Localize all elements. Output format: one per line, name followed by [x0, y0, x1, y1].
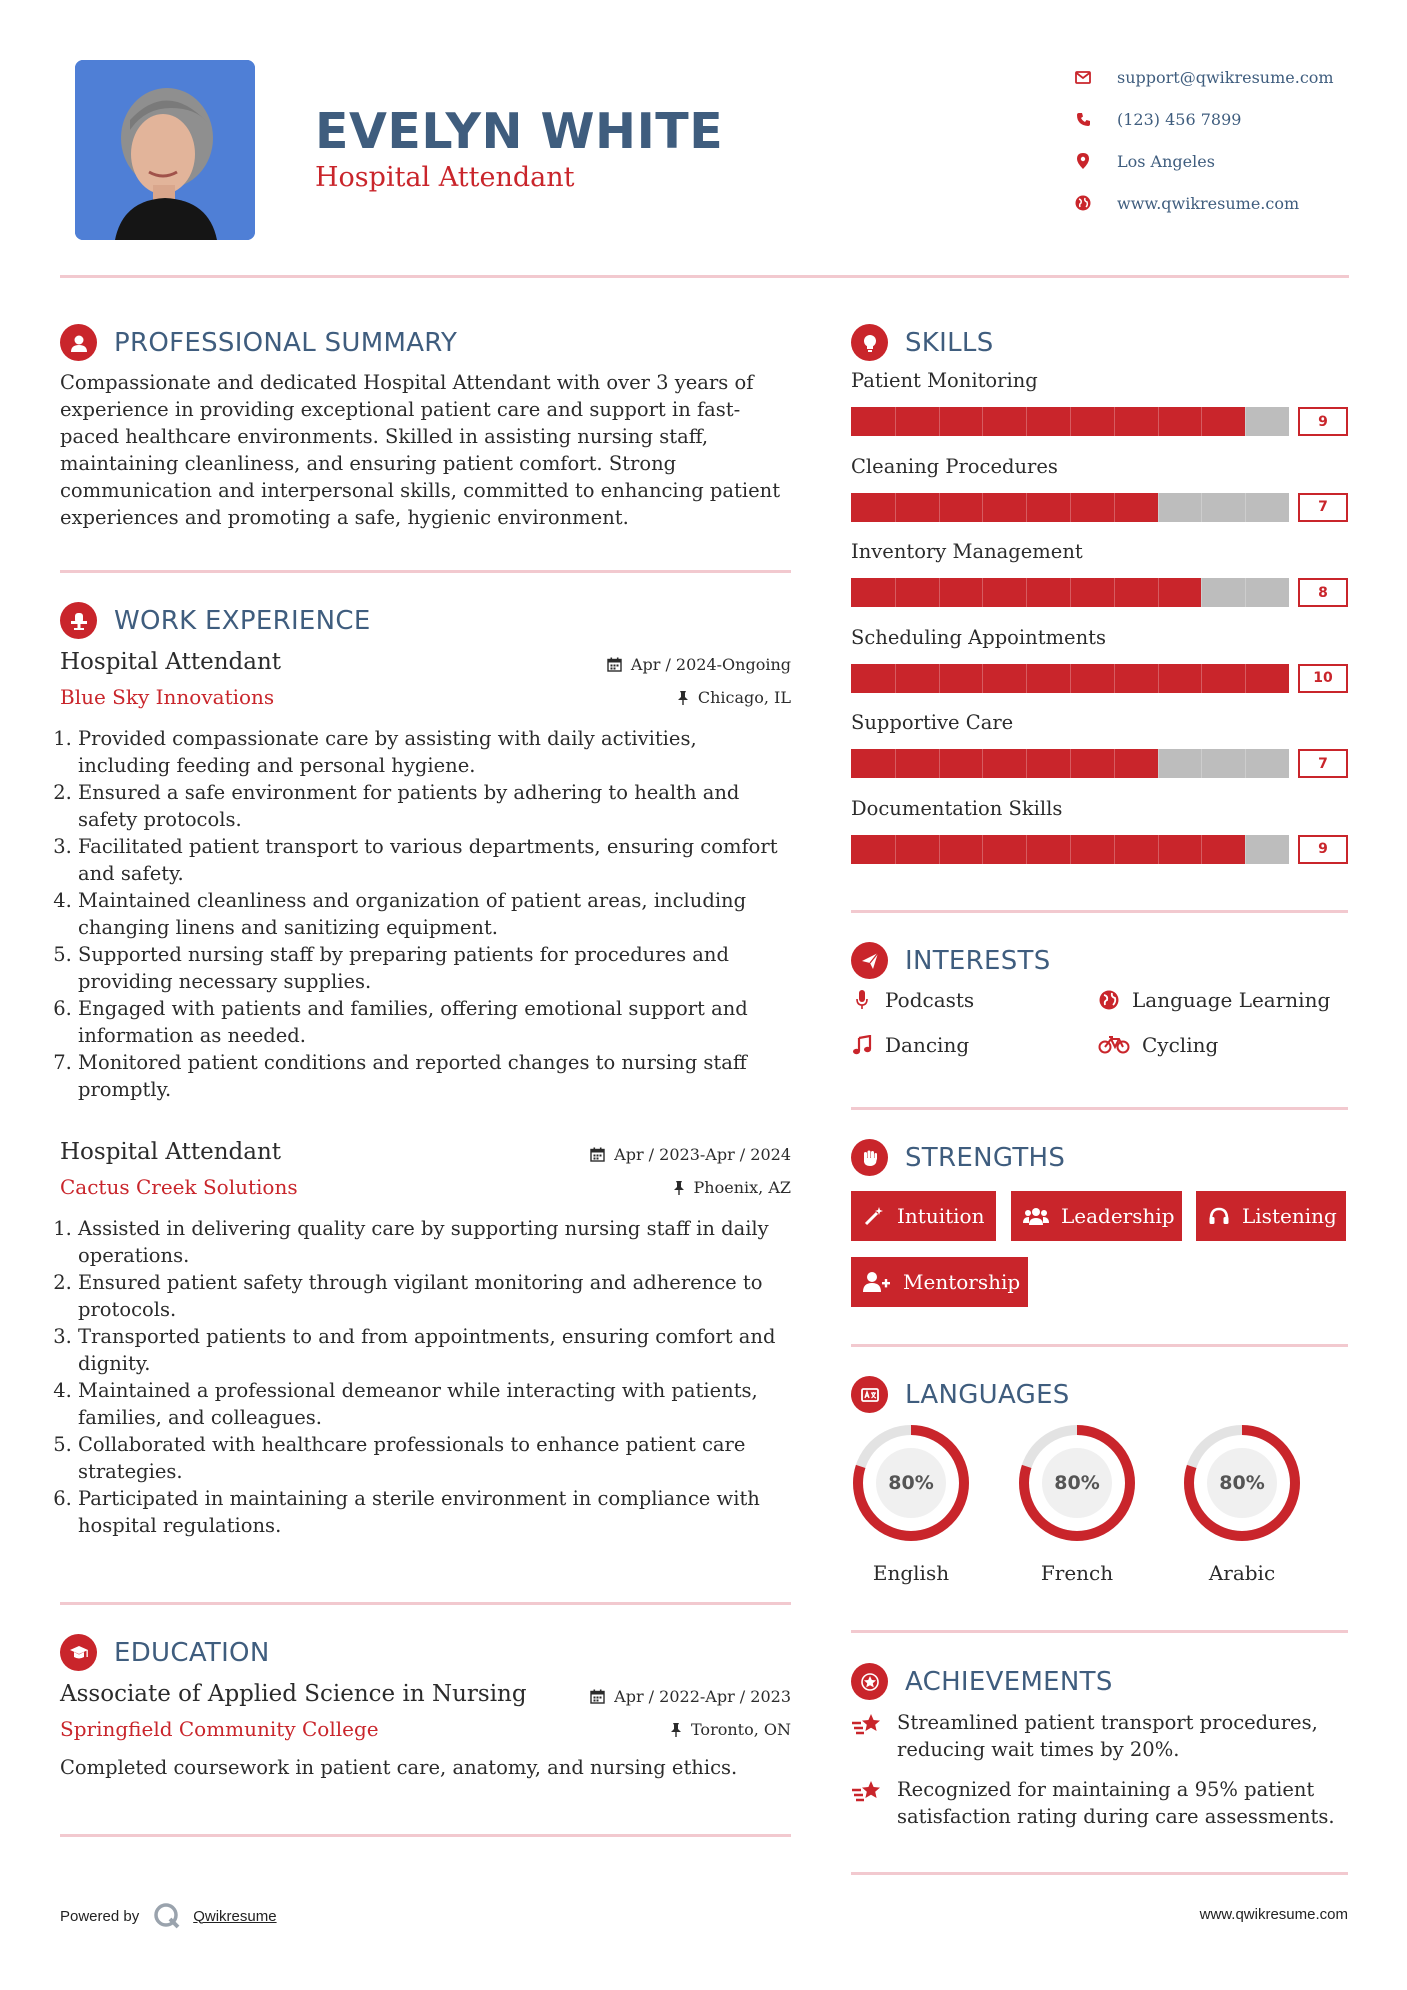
skill-bar-track [851, 835, 1289, 864]
music-note-icon [851, 1035, 873, 1055]
list-item: 6. Engaged with patients and families, offering emotional support and information as needed. [78, 995, 791, 1049]
contact-location [1072, 140, 1334, 182]
education-entry [60, 1681, 791, 1781]
profile-photo [75, 60, 255, 240]
strengths-section-header [851, 1139, 1065, 1176]
skill-level-badge: 8 [1298, 578, 1348, 607]
job-entry [60, 1139, 791, 1539]
strength-label: Intuition [897, 1204, 985, 1228]
list-item: 6. Participated in maintaining a sterile environment in compliance with hospital regulations. [78, 1485, 791, 1539]
skill-bar-segment [1026, 664, 1027, 693]
skills-heading: SKILLS [905, 327, 994, 358]
contact-website[interactable] [1072, 182, 1334, 224]
profile-portrait-image [75, 60, 255, 240]
language-percent: 80% [1054, 1472, 1100, 1494]
skill-bar-track [851, 407, 1289, 436]
education-divider [60, 1834, 791, 1837]
languages-divider [851, 1630, 1348, 1633]
skill-bar-segment [1201, 493, 1202, 522]
skill-bar-segment [1114, 407, 1115, 436]
skill-bar-segment [1026, 407, 1027, 436]
skill-name: Patient Monitoring [851, 369, 1038, 392]
powered-by [60, 1902, 277, 1930]
job-date [607, 655, 791, 674]
skill-item [851, 369, 1348, 436]
skill-bar [851, 749, 1348, 778]
skill-bar-segment [939, 664, 940, 693]
calendar-icon [590, 1689, 605, 1704]
skill-bar-segment [1158, 664, 1159, 693]
skill-bar-segment [1245, 407, 1246, 436]
skill-bar-segment [1158, 493, 1159, 522]
globe-icon [1098, 990, 1120, 1010]
phone-icon [1072, 108, 1094, 130]
interests-heading: INTERESTS [905, 945, 1051, 976]
skill-bar-track [851, 493, 1289, 522]
strength-chip-listening [1196, 1191, 1346, 1241]
achievement-text: Streamlined patient transport procedures, reducing wait times by 20%. [897, 1711, 1318, 1761]
interest-label: Dancing [885, 1033, 970, 1057]
skill-bar-segment [895, 407, 896, 436]
skill-bar-segment [1070, 664, 1071, 693]
skill-bar-segment [982, 493, 983, 522]
school-name: Springfield Community College [60, 1717, 379, 1741]
achievement-text: Recognized for maintaining a 95% patient satisfaction rating during care assessments. [897, 1778, 1335, 1828]
location-pin-icon [1072, 150, 1094, 172]
job-duties-list [60, 725, 791, 1103]
skill-item [851, 455, 1348, 522]
language-percent: 80% [1219, 1472, 1265, 1494]
skill-bar-segment [1026, 749, 1027, 778]
summary-text: Compassionate and dedicated Hospital Attendant with over 3 years of experience in providing exceptional patient care and support in fast-paced healthcare environments. Skilled in assisting nursing staff, maintaining cleanliness, and ensuring patient comfort. Strong communication and interpersonal skills, committed to enhancing patient experiences and promoting a safe, hygienic environment. [60, 371, 781, 529]
skill-bar-segment [1026, 493, 1027, 522]
skill-bar-fill [851, 835, 1245, 864]
education-description: Completed coursework in patient care, anatomy, and nursing ethics. [60, 1756, 738, 1779]
education-section-header [60, 1634, 270, 1671]
achievement-item [851, 1709, 1351, 1763]
job-date [590, 1145, 791, 1164]
language-item [850, 1422, 972, 1585]
job-location-text: Chicago, IL [697, 688, 791, 707]
experience-heading: WORK EXPERIENCE [114, 605, 371, 636]
skill-name: Scheduling Appointments [851, 625, 1106, 649]
job-location-text: Phoenix, AZ [693, 1178, 791, 1197]
education-date [590, 1687, 791, 1706]
list-item: 2. Ensured patient safety through vigilant monitoring and adherence to protocols. [78, 1269, 791, 1323]
skill-bar-segment [982, 578, 983, 607]
skill-bar [851, 664, 1348, 693]
experience-divider [60, 1602, 791, 1605]
languages-heading: LANGUAGES [905, 1379, 1070, 1410]
skill-bar-segment [1070, 835, 1071, 864]
contact-phone-text: (123) 456 7899 [1117, 109, 1242, 129]
skill-name: Documentation Skills [851, 796, 1063, 820]
interest-label: Language Learning [1132, 988, 1331, 1012]
job-role: Hospital Attendant [60, 649, 282, 675]
skill-bar-segment [1245, 664, 1246, 693]
graduation-cap-icon [60, 1634, 97, 1671]
skill-bar [851, 493, 1348, 522]
strength-chip-intuition [851, 1191, 996, 1241]
skill-bar [851, 835, 1348, 864]
footer-website-link[interactable]: www.qwikresume.com [1199, 1906, 1348, 1923]
skill-bar-segment [1070, 749, 1071, 778]
skills-divider [851, 910, 1348, 913]
shooting-star-icon [851, 1709, 885, 1763]
raised-fist-icon [851, 1139, 888, 1176]
skill-item [851, 626, 1348, 693]
user-icon [60, 324, 97, 361]
pushpin-icon [670, 1723, 682, 1737]
skill-bar-segment [895, 835, 896, 864]
briefcase-icon [60, 602, 97, 639]
paper-plane-icon [851, 942, 888, 979]
skill-bar-segment [982, 407, 983, 436]
contact-email-text: support@qwikresume.com [1117, 67, 1334, 87]
skill-level-badge: 10 [1298, 664, 1348, 693]
user-plus-icon [863, 1271, 891, 1293]
skill-bar-segment [1158, 749, 1159, 778]
qwikresume-logo-icon [153, 1902, 181, 1930]
skill-bar-segment [1201, 578, 1202, 607]
skill-level-badge: 7 [1298, 749, 1348, 778]
bicycle-icon [1098, 1036, 1130, 1054]
magic-wand-icon [863, 1205, 885, 1227]
skill-bar-segment [1070, 407, 1071, 436]
contact-website-text: www.qwikresume.com [1117, 193, 1300, 213]
skill-bar-segment [1114, 749, 1115, 778]
degree-title: Associate of Applied Science in Nursing [60, 1681, 527, 1707]
education-location [670, 1720, 791, 1739]
job-company: Blue Sky Innovations [60, 685, 275, 709]
strength-label: Listening [1242, 1204, 1337, 1228]
list-item: 5. Collaborated with healthcare professionals to enhance patient care strategies. [78, 1431, 791, 1485]
language-percent: 80% [888, 1472, 934, 1494]
contact-phone[interactable] [1072, 98, 1334, 140]
job-location [677, 688, 791, 707]
group-icon [1023, 1206, 1049, 1226]
strength-label: Mentorship [903, 1270, 1021, 1294]
skill-bar-segment [1114, 835, 1115, 864]
headphones-icon [1208, 1206, 1230, 1226]
skill-item [851, 797, 1348, 864]
skill-bar-fill [851, 407, 1245, 436]
skill-bar-segment [982, 835, 983, 864]
skill-bar-track [851, 578, 1289, 607]
skill-bar-segment [939, 578, 940, 607]
interest-item-dancing [851, 1033, 969, 1057]
skill-bar-segment [982, 749, 983, 778]
lightbulb-icon [851, 324, 888, 361]
contact-location-text: Los Angeles [1117, 151, 1215, 171]
achievements-divider [851, 1872, 1348, 1875]
skill-bar-segment [1245, 835, 1246, 864]
skill-bar-segment [1201, 407, 1202, 436]
job-entry [60, 649, 791, 1103]
list-item: 4. Maintained cleanliness and organization of patient areas, including changing linens and sanitizing equipment. [78, 887, 791, 941]
skill-bar-segment [1070, 578, 1071, 607]
job-location [673, 1178, 791, 1197]
microphone-icon [851, 990, 873, 1010]
skill-item [851, 540, 1348, 607]
skill-level-badge: 7 [1298, 493, 1348, 522]
skill-bar-segment [895, 493, 896, 522]
strengths-divider [851, 1344, 1348, 1347]
list-item: 3. Transported patients to and from appointments, ensuring comfort and dignity. [78, 1323, 791, 1377]
skill-bar-segment [1158, 578, 1159, 607]
job-company: Cactus Creek Solutions [60, 1175, 298, 1199]
skill-bar-segment [1201, 835, 1202, 864]
skill-bar-segment [895, 664, 896, 693]
email-icon [1072, 66, 1094, 88]
skill-name: Cleaning Procedures [851, 454, 1058, 478]
skill-bar-segment [1114, 578, 1115, 607]
skill-bar-segment [1158, 407, 1159, 436]
globe-icon [1072, 192, 1094, 214]
list-item: 4. Maintained a professional demeanor while interacting with patients, families, and colleagues. [78, 1377, 791, 1431]
skill-item [851, 711, 1348, 778]
skill-level-badge: 9 [1298, 835, 1348, 864]
language-name: Arabic [1208, 1561, 1276, 1585]
skill-bar-segment [939, 493, 940, 522]
language-name: French [1040, 1561, 1114, 1585]
language-item [1016, 1422, 1138, 1585]
skill-bar-segment [1070, 493, 1071, 522]
skill-bar-segment [1245, 578, 1246, 607]
summary-divider [60, 570, 791, 573]
skill-bar-segment [1158, 835, 1159, 864]
contact-list [1072, 56, 1334, 224]
interest-label: Cycling [1142, 1033, 1219, 1057]
achievements-heading: ACHIEVEMENTS [905, 1666, 1113, 1697]
language-item [1181, 1422, 1303, 1585]
skill-bar [851, 578, 1348, 607]
achievement-item [851, 1776, 1351, 1830]
skill-bar-segment [939, 749, 940, 778]
interests-section-header [851, 942, 1051, 979]
header-divider [60, 275, 1349, 278]
experience-section-header [60, 602, 371, 639]
skill-bar-fill [851, 493, 1158, 522]
list-item: 1. Provided compassionate care by assisting with daily activities, including feeding and personal hygiene. [78, 725, 791, 779]
list-item: 3. Facilitated patient transport to various departments, ensuring comfort and safety. [78, 833, 791, 887]
skill-bar-track [851, 749, 1289, 778]
skill-level-badge: 9 [1298, 407, 1348, 436]
skill-bar-segment [1026, 835, 1027, 864]
skills-section-header [851, 324, 994, 361]
skill-bar-segment [1026, 578, 1027, 607]
pushpin-icon [677, 691, 689, 705]
strengths-heading: STRENGTHS [905, 1142, 1066, 1173]
skill-bar-segment [982, 664, 983, 693]
strength-chip-mentorship [851, 1257, 1028, 1307]
language-name: English [872, 1561, 950, 1585]
skill-name: Inventory Management [851, 540, 1083, 563]
languages-section-header [851, 1376, 1070, 1413]
skill-bar-segment [1201, 664, 1202, 693]
strength-chip-leadership [1011, 1191, 1182, 1241]
skill-bar-segment [1245, 493, 1246, 522]
skill-bar-segment [1245, 749, 1246, 778]
education-location-text: Toronto, ON [691, 1720, 791, 1739]
interest-item-podcasts [851, 988, 974, 1012]
skill-bar-segment [939, 835, 940, 864]
strength-label: Leadership [1061, 1204, 1175, 1228]
candidate-name: EVELYN WHITE [315, 103, 724, 160]
pushpin-icon [673, 1181, 685, 1195]
translate-icon [851, 1376, 888, 1413]
powered-by-label: Powered by [60, 1907, 140, 1925]
achievements-section-header [851, 1663, 1113, 1700]
interests-divider [851, 1107, 1348, 1110]
skill-bar-segment [895, 749, 896, 778]
education-date-text: Apr / 2022-Apr / 2023 [614, 1687, 791, 1706]
skill-bar-segment [1201, 749, 1202, 778]
skill-bar [851, 407, 1348, 436]
skill-bar-segment [939, 407, 940, 436]
skill-bar-segment [1114, 664, 1115, 693]
calendar-icon [607, 657, 622, 672]
job-duties-list [60, 1215, 791, 1539]
list-item: 1. Assisted in delivering quality care by supporting nursing staff in daily operations. [78, 1215, 791, 1269]
skill-bar-segment [1114, 493, 1115, 522]
calendar-icon [590, 1147, 605, 1162]
star-badge-icon [851, 1663, 888, 1700]
summary-heading: PROFESSIONAL SUMMARY [114, 327, 458, 358]
contact-email[interactable] [1072, 56, 1334, 98]
summary-section-header [60, 324, 457, 361]
list-item: 2. Ensured a safe environment for patients by adhering to health and safety protocols. [78, 779, 791, 833]
interest-label: Podcasts [885, 988, 975, 1012]
job-role: Hospital Attendant [60, 1139, 282, 1165]
candidate-job-title: Hospital Attendant [315, 162, 575, 193]
shooting-star-icon [851, 1776, 885, 1830]
skill-bar-segment [895, 578, 896, 607]
job-date-text: Apr / 2023-Apr / 2024 [614, 1145, 791, 1164]
list-item: 5. Supported nursing staff by preparing patients for procedures and providing necessary supplies. [78, 941, 791, 995]
job-date-text: Apr / 2024-Ongoing [630, 655, 791, 674]
skill-name: Supportive Care [851, 711, 1014, 734]
interest-item-language-learning [1098, 988, 1330, 1012]
interest-item-cycling [1098, 1033, 1218, 1057]
education-heading: EDUCATION [114, 1637, 270, 1668]
skill-bar-fill [851, 749, 1158, 778]
skill-bar-track [851, 664, 1289, 693]
list-item: 7. Monitored patient conditions and reported changes to nursing staff promptly. [78, 1049, 791, 1103]
brand-link[interactable]: Qwikresume [193, 1907, 277, 1925]
